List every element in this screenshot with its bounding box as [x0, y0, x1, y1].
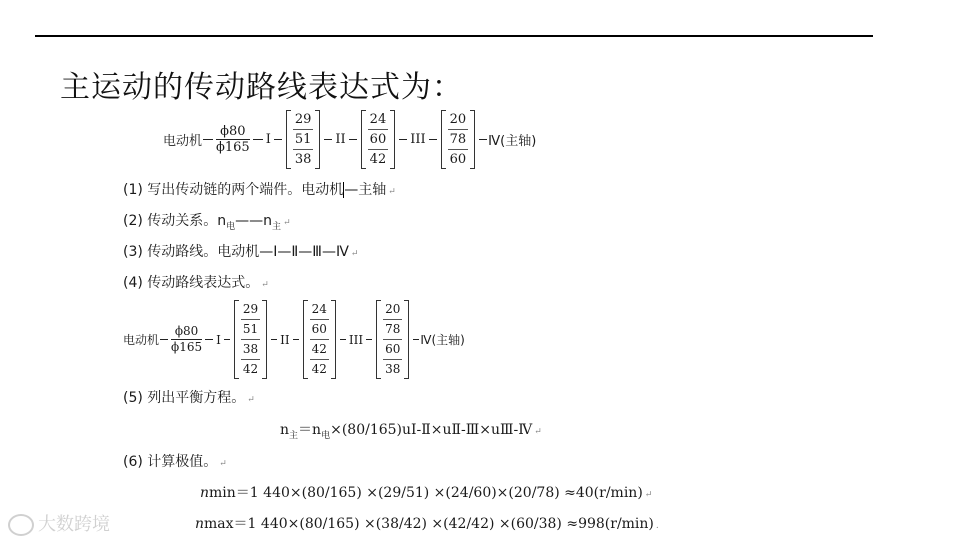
gear-matrix-3: 20 78 60 [441, 110, 476, 169]
step-6: (6) 计算极值。 ↵ [123, 454, 227, 470]
gear-matrix-2: 24 60 42 42 [303, 300, 336, 379]
transmission-formula-1 [163, 110, 536, 169]
pulley-ratio: $\frac{\phi 80}{\phi 165}$ [171, 324, 203, 354]
page-title: 主运动的传动路线表达式为： [60, 70, 463, 105]
top-rule [35, 35, 873, 37]
shaft-II: II [335, 132, 346, 147]
gear-matrix-2: 24 60 42 [361, 110, 396, 169]
nmax-equation: nmax＝1 440×(80/165) ×(38/42) ×(42/42) ×(60/38) ≈998(r/min) . [195, 516, 659, 532]
step-5: (5) 列出平衡方程。 ↵ [123, 390, 255, 406]
step-2: (2) 传动关系。$n_电——n_主$ ↵ [123, 213, 291, 232]
shaft-III: III [348, 332, 364, 347]
nmin-equation: nmin＝1 440×(80/165) ×(29/51) ×(24/60)×(20/78) ≈40(r/min) ↵ [200, 485, 653, 501]
shaft-II: II [280, 332, 290, 347]
step-3: (3) 传动路线。电动机—Ⅰ—Ⅱ—Ⅲ—Ⅳ ↵ [123, 244, 359, 260]
gear-matrix-1: 29 51 38 42 [234, 300, 267, 379]
spindle-label: Ⅳ(主轴) [488, 134, 537, 149]
transmission-formula-2 [123, 300, 465, 379]
pulley-ratio: $\frac{\phi 80}{\phi 165}$ [216, 124, 250, 155]
step-4: (4) 传动路线表达式。 ↵ [123, 275, 269, 291]
shaft-I: I [216, 332, 221, 347]
gear-matrix-3: 20 78 60 38 [376, 300, 409, 379]
watermark: 大数跨境 [8, 510, 110, 536]
shaft-I: I [265, 132, 271, 147]
watermark-logo-icon [8, 514, 34, 536]
step-1: (1) 写出传动链的两个端件。电动机—主轴 ↵ [123, 182, 396, 198]
balance-equation: $n_主=n_电\times(80/165)uⅠ-Ⅱ\times uⅡ-Ⅲ\times uⅢ-Ⅳ$ ↵ [280, 422, 542, 441]
motor-label: 电动机 [163, 134, 203, 149]
gear-matrix-1: 29 51 38 [286, 110, 321, 169]
shaft-III: III [410, 132, 426, 147]
motor-label: 电动机 [123, 333, 160, 347]
spindle-label: Ⅳ(主轴) [420, 333, 465, 347]
